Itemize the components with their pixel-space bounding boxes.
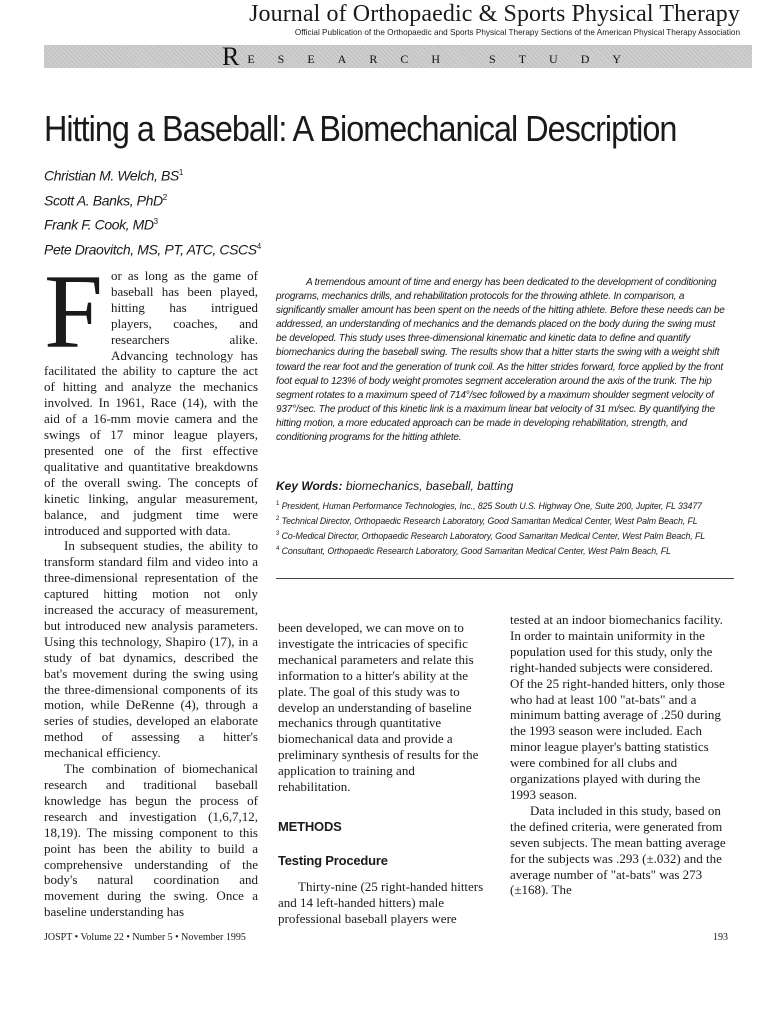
author-mark: 3 — [153, 217, 158, 227]
footnote-mark: 1 — [276, 501, 280, 507]
page-number: 193 — [713, 932, 728, 943]
author-4 — [44, 236, 444, 261]
section-band-rest: ESEARCH STUDY — [247, 52, 645, 66]
intro-paragraph-2: In subsequent studies, the ability to transform standard film and video into a three-dimensional representation of the captured hitting motion not only increased the accuracy of measurement, but introduced new analysis parameters. Using this technology, Shapiro (17), in a study of bat dynamics, described the bat's movement during the swing using the three-dimensional components of its motion, while DeRenne (4), through a series of studies, developed an elaborate method of assessing a hitter's mechanical efficiency. — [44, 538, 258, 761]
journal-subtitle: Official Publication of the Orthopaedic and Sports Physical Therapy Sections of the American Physical Therapy Association — [294, 28, 740, 37]
footnote-mark: 4 — [276, 545, 280, 552]
author-name: Scott A. Banks, PhD — [44, 192, 163, 209]
section-band-label — [222, 42, 645, 71]
testing-procedure-heading: Testing Procedure — [278, 852, 388, 868]
footnote-text: President, Human Performance Technologies, Inc., 825 South U.S. Highway One, Suite 200, Jupiter, FL 33477 — [281, 500, 702, 511]
footnote-text: Technical Director, Orthopaedic Research Laboratory, Good Samaritan Medical Center, West Palm Beach, FL — [281, 515, 698, 526]
footnote-1 — [276, 498, 736, 513]
col3-paragraph-2: Data included in this study, based on the defined criteria, were generated from seven subjects. The mean batting average for the subjects was .293 (±.032) and the average number of "at-bats" was 273 (±168). The — [510, 802, 726, 898]
author-name: Pete Draovitch, MS, PT, ATC, CSCS — [44, 241, 257, 258]
footnote-mark: 3 — [276, 530, 280, 537]
author-1 — [44, 162, 444, 187]
author-name: Frank F. Cook, MD — [44, 216, 154, 233]
author-3 — [44, 211, 444, 236]
intro-paragraph-3: The combination of biomechanical research and traditional baseball knowledge has begun the process of research and investigation (1,6,7,12, 18,19). The missing component to this point has been the ability to build a comprehensive understanding of the body's natural coordination and movement during the swing. Once a baseline understanding has — [44, 761, 258, 920]
drop-cap: F — [44, 253, 103, 370]
footnote-3 — [276, 528, 736, 543]
footer-citation: JOSPT • Volume 22 • Number 5 • November 1995 — [44, 932, 246, 943]
methods-heading: METHODS — [278, 818, 342, 834]
author-mark: 2 — [162, 192, 167, 202]
body-column-2 — [278, 620, 488, 927]
intro-paragraph-1 — [44, 253, 258, 538]
intro-column — [44, 253, 258, 920]
keywords-text: biomechanics, baseball, batting — [345, 479, 514, 493]
article-title: Hitting a Baseball: A Biomechanical Description — [44, 108, 677, 149]
intro-paragraph-1-text: or as long as the game of baseball has been played, hitting has intrigued players, coaches, and researchers alike. Advancing technology has facilitated the ability to capture the act of hitting and analyze the mechanics involved. In 1961, Race (14), with the aid of a 16-mm movie camera and the swings of 17 minor league players, presented one of the first effective qualitative and quantitative breakdowns of the overall swing. The concepts of kinetic linking, angular measurement, balance, and judgment time were introduced and supported with data. — [44, 268, 258, 538]
col2-paragraph-2: Thirty-nine (25 right-handed hitters and 14 left-handed hitters) male professional baseball players were — [278, 878, 484, 926]
footnote-4 — [276, 543, 736, 558]
body-column-3 — [510, 612, 726, 898]
author-mark: 4 — [256, 241, 261, 251]
col2-paragraph-1: been developed, we can move on to investigate the intricacies of specific mechanical parameters and relate this information to a hitter's ability at the plate. The goal of this study was to develop an understanding of baseline mechanics through quantitative biomechanical data and provide a preliminary synthesis of results for the application to training and rehabilitation. — [278, 620, 479, 795]
author-list — [44, 162, 444, 261]
footnote-2 — [276, 513, 736, 528]
affiliation-footnotes — [276, 498, 736, 558]
journal-title: Journal of Orthopaedic & Sports Physical Therapy — [249, 1, 740, 27]
section-band-initial: R — [222, 42, 248, 71]
author-name: Christian M. Welch, BS — [44, 167, 179, 184]
abstract-divider — [276, 578, 734, 579]
author-mark: 1 — [178, 168, 183, 177]
col3-paragraph-1: tested at an indoor biomechanics facility. In order to maintain uniformity in the population used for this study, only the right-handed subjects were considered. Of the 25 right-handed hitters, only those who had at least 100 "at-bats" and a minimum batting average of .250 during the 1993 season were included. Each minor league player's batting statistics were combined for all clubs and organizations played with during the 1993 season. — [510, 612, 725, 802]
keywords-label: Key Words: — [276, 479, 343, 493]
keywords — [276, 478, 726, 494]
footnote-text: Consultant, Orthopaedic Research Laboratory, Good Samaritan Medical Center, West Palm Beach, FL — [281, 545, 671, 556]
footnote-text: Co-Medical Director, Orthopaedic Research Laboratory, Good Samaritan Medical Center, West Palm Beach, FL — [281, 530, 706, 541]
author-2 — [44, 187, 444, 212]
abstract: A tremendous amount of time and energy has been dedicated to the development of conditioning programs, mechanics drills, and rehabilitation protocols for the throwing athlete. In comparison, a significantly smaller amount has been spent on the needs of the hitting athlete. Before these needs can be addressed, an understanding of mechanics and the demands placed on the body during the swing must be developed. This study uses three-dimensional kinematic and kinetic data to define and quantify biomechanics during the baseball swing. The results show that a hitter starts the swing with a weight shift toward the rear foot and the generation of trunk coil. As the hitter strides forward, force applied by the front foot equal to 123% of body weight promotes segment acceleration around the axis of the trunk. The hip segment rotates to a maximum speed of 714°/sec followed by a maximum shoulder segment velocity of 937°/sec. The product of this kinetic link is a maximum linear bat velocity of 31 m/sec. By quantifying the hitting motion, a more educated approach can be made in developing rehabilitation, strength, and conditioning programs for the hitting athlete. — [276, 277, 725, 444]
footnote-mark: 2 — [276, 515, 280, 522]
